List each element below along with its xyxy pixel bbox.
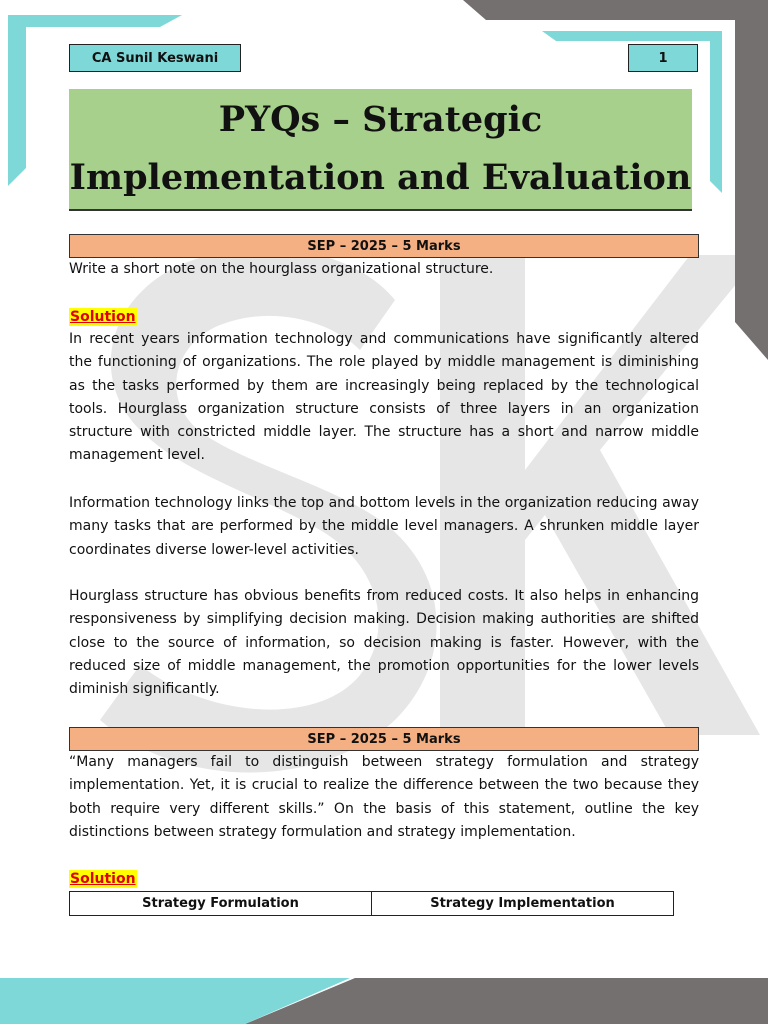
- question-1-paragraph-1: In recent years information technology and communications have significantly altered the functioning of organizations. The role played by middle management is diminishing as the tasks performed by them are increasingly being replaced by the technological tools. Hourglass organization structure consists of three layers in an organization structure with constricted middle layer. The structure has a short and narrow middle management level.: [69, 331, 699, 464]
- question-1-solution-label: Solution: [70, 309, 136, 325]
- comparison-table-header: [69, 891, 674, 916]
- question-2-text: “Many managers fail to distinguish between strategy formulation and strategy implementation. Yet, it is crucial to realize the difference between the two because they both require very different skills.” On the basis of this statement, outline the key distinctions between strategy formulation and strategy implementation.: [69, 754, 699, 840]
- page-title: PYQs – Strategic Implementation and Evaluation: [69, 89, 692, 211]
- question-1-paragraph-2: Information technology links the top and bottom levels in the organization reducing away many tasks that are performed by the middle level managers. A shrunken middle layer coordinates diverse lower-level activities.: [69, 495, 699, 558]
- question-2-solution-label: Solution: [70, 871, 136, 887]
- table-header-formulation: Strategy Formulation: [142, 896, 299, 911]
- question-1-paragraph-3: Hourglass structure has obvious benefits from reduced costs. It also helps in enhancing responsiveness by simplifying decision making. Decision making authorities are shifted close to the source of information, so decision making is faster. However, with the reduced size of middle management, the promotion opportunities for the lower levels diminish significantly.: [69, 588, 699, 698]
- question-1-marks-bar: SEP – 2025 – 5 Marks: [69, 234, 699, 258]
- question-2-marks-bar: SEP – 2025 – 5 Marks: [69, 727, 699, 751]
- author-label: CA Sunil Keswani: [69, 44, 241, 72]
- table-header-implementation: Strategy Implementation: [371, 892, 673, 915]
- question-1-text: Write a short note on the hourglass organizational structure.: [69, 261, 494, 277]
- page-number: 1: [628, 44, 698, 72]
